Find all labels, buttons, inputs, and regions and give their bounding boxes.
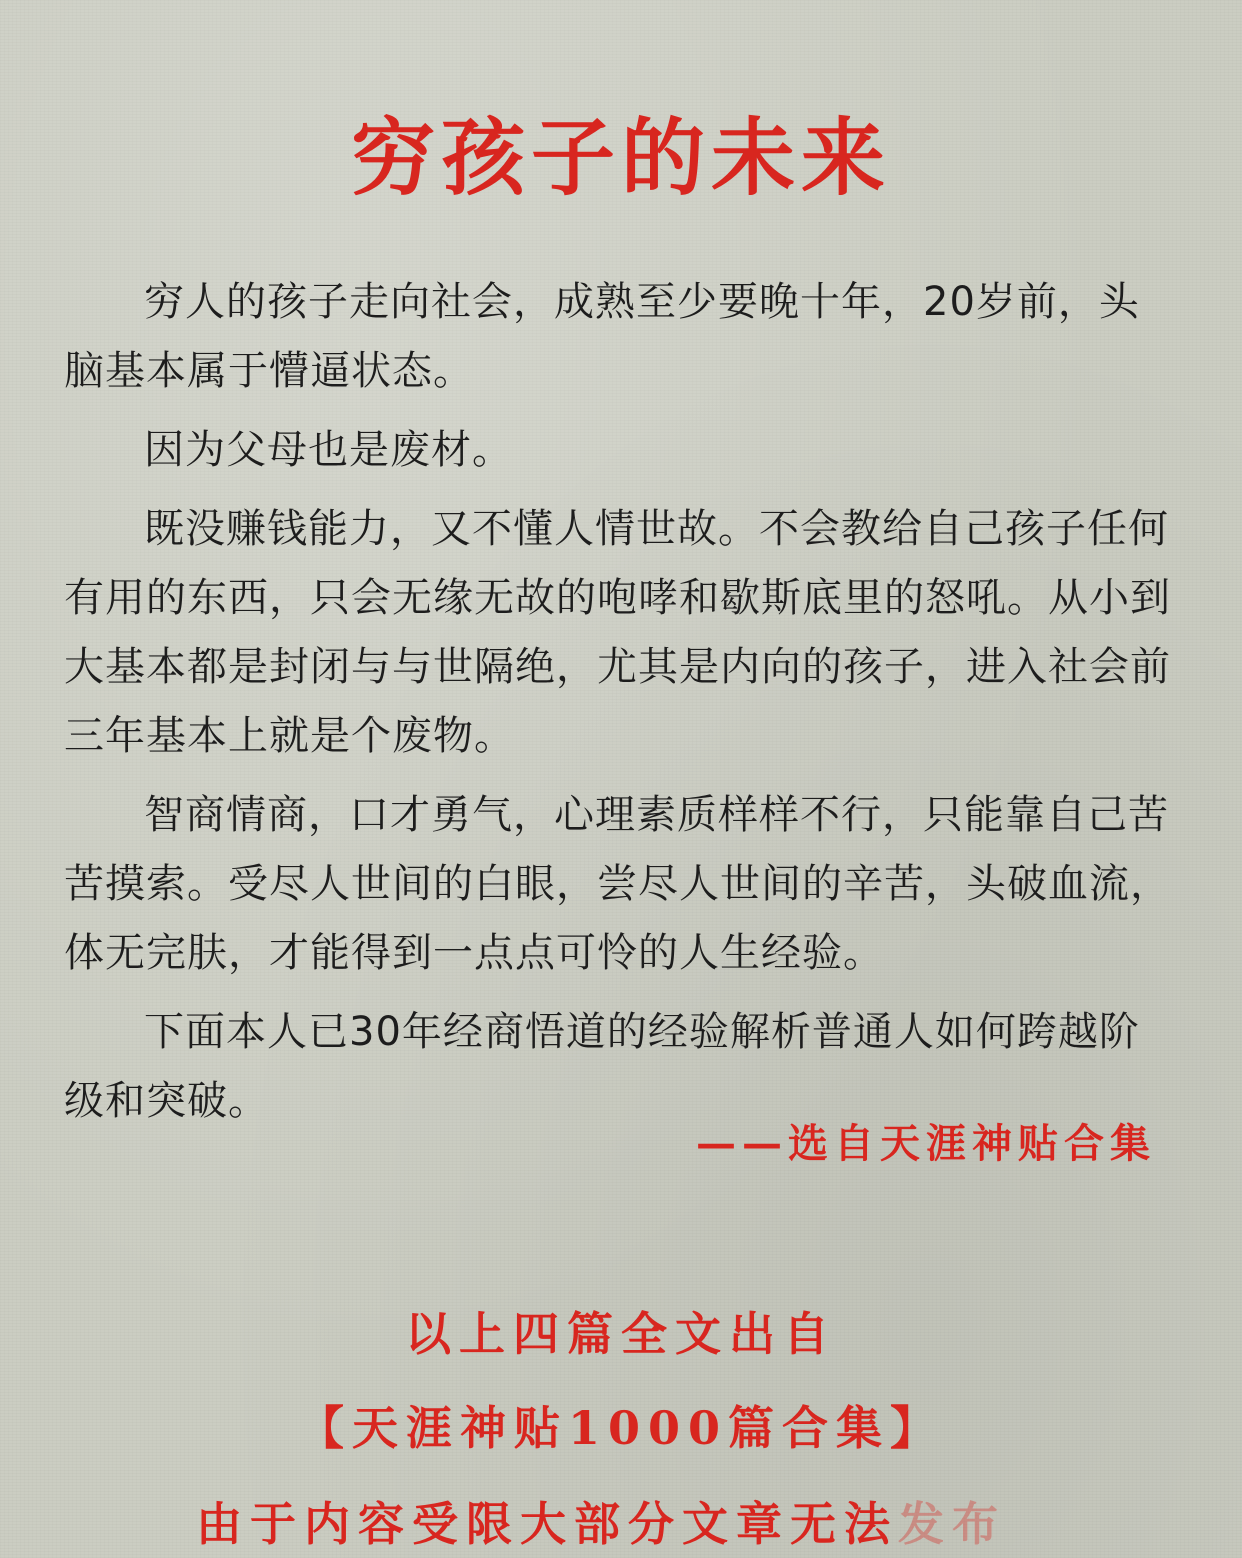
footer-collection-title: 【天涯神贴1000篇合集】 xyxy=(297,1401,945,1455)
paragraph: 穷人的孩子走向社会，成熟至少要晚十年，20岁前，头脑基本属于懵逼状态。 xyxy=(64,279,1140,394)
paragraph: 下面本人已30年经商悟道的经验解析普通人如何跨越阶级和突破。 xyxy=(64,1009,1140,1124)
paragraph: 既没赚钱能力，又不懂人情世故。不会教给自己孩子任何有用的东西，只会无缘无故的咆哮和歇斯底里的怒吼。从小到大基本都是封闭与与世隔绝，尤其是内向的孩子，进入社会前三年基本上就是个废物。 xyxy=(64,506,1171,759)
footer-line-3-faded: 发布 xyxy=(898,1497,1006,1551)
footer-line-3-main: 由于内容受限大部分文章无法 xyxy=(196,1497,898,1551)
footer-line-1: 以上四篇全文出自 xyxy=(405,1307,837,1361)
paragraph: 因为父母也是废材。 xyxy=(144,427,513,473)
source-attribution: ——选自天涯神贴合集 xyxy=(696,1120,1156,1167)
paragraph: 智商情商，口才勇气，心理素质样样不行，只能靠自己苦苦摸索。受尽人世间的白眼，尝尽人世间的辛苦，头破血流，体无完肤，才能得到一点点可怜的人生经验。 xyxy=(64,792,1171,976)
page-title: 穷孩子的未来 xyxy=(350,109,891,207)
article-body xyxy=(64,268,1174,1146)
footer-line-3 xyxy=(0,1488,1222,1554)
